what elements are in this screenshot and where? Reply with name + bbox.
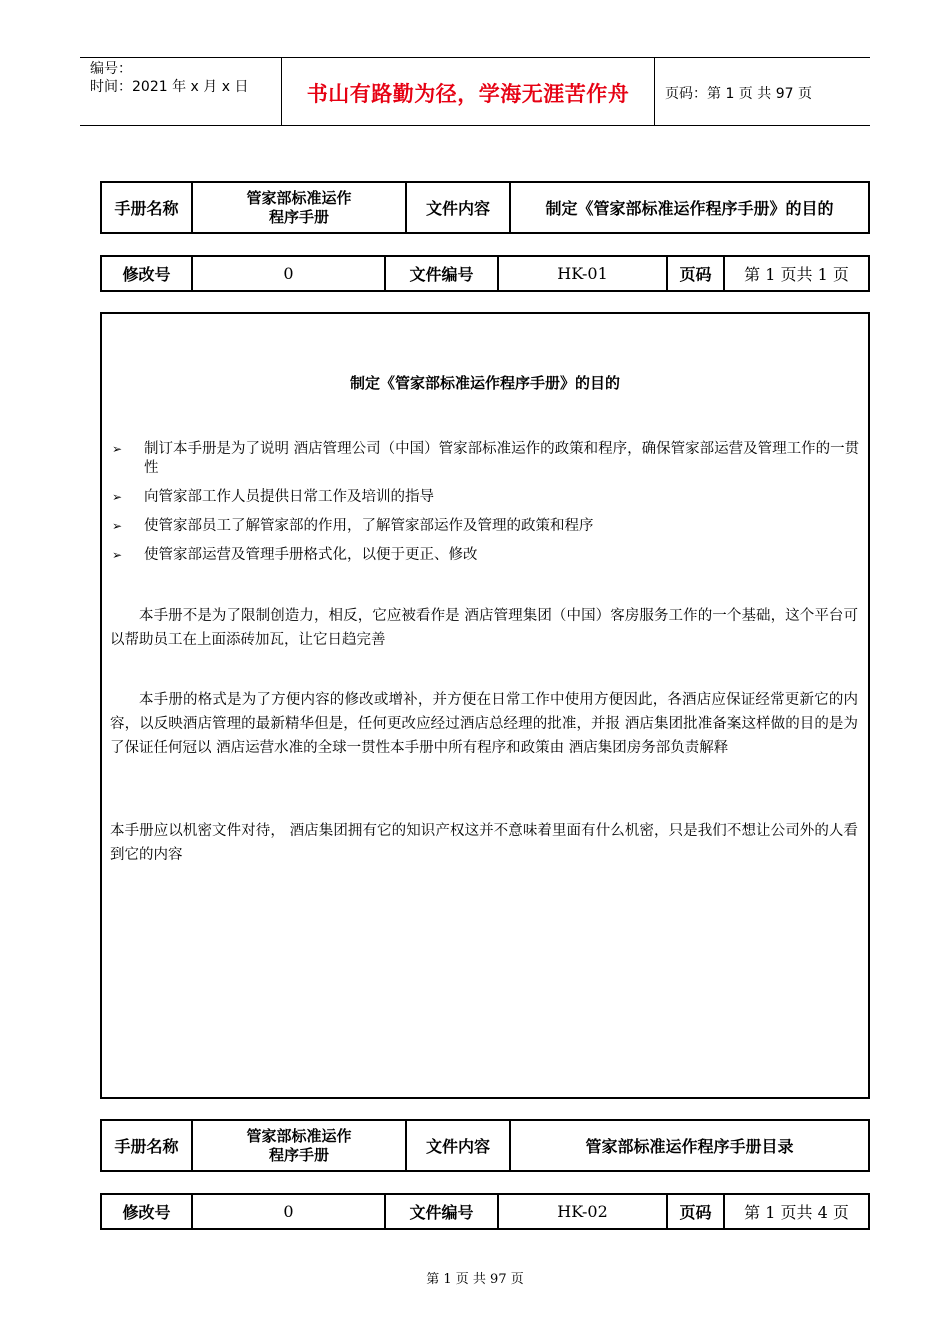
arrow-bullet-icon: ➢ — [112, 490, 123, 504]
manual-info-table — [100, 181, 870, 234]
revision-label: 修改号 — [101, 256, 192, 291]
content-label: 文件内容 — [406, 1120, 510, 1171]
page-footer: 第 1 页 共 97 页 — [426, 1272, 524, 1287]
page-label: 页码 — [667, 1194, 724, 1229]
content-label: 文件内容 — [406, 182, 510, 233]
manual-info-table — [100, 1119, 870, 1172]
revision-label: 修改号 — [101, 1194, 192, 1229]
page-value: 第 1 页共 4 页 — [724, 1194, 869, 1229]
file-no-value: HK-02 — [498, 1194, 667, 1229]
manual-name-value: 管家部标准运作 程序手册 — [192, 1120, 406, 1171]
paragraph: 本手册应以机密文件对待， 酒店集团拥有它的知识产权这并不意味着里面有什么机密，只是我们不想让公司外的人看到它的内容 — [110, 823, 858, 863]
header-page-info: 页码：第 1 页 共 97 页 — [665, 85, 812, 102]
manual-name-value: 管家部标准运作 程序手册 — [192, 182, 406, 233]
revision-table — [100, 1193, 870, 1230]
section-title: 制定《管家部标准运作程序手册》的目的 — [349, 374, 620, 392]
arrow-bullet-icon: ➢ — [112, 548, 123, 562]
paragraph: 本手册的格式是为了方便内容的修改或增补，并方便在日常工作中使用方便因此，各酒店应保证经常更新它的内容，以反映酒店管理的最新精华但是，任何更改应经过酒店总经理的批准，并报 酒店集团批准备案这样做的目的是为了保证任何冠以 酒店运营水准的全球一贯性本手册中所有程序和政策由 酒店集团房务部负责解释 — [110, 692, 858, 756]
page-label: 页码 — [667, 256, 724, 291]
list-item: ➢ 向管家部工作人员提供日常工作及培训的指导 — [112, 489, 434, 505]
manual-name-label: 手册名称 — [101, 1120, 192, 1171]
list-item: ➢ 制订本手册是为了说明 酒店管理公司（中国）管家部标准运作的政策和程序，确保管家部运营及管理工作的一贯性 — [112, 441, 860, 476]
arrow-bullet-icon: ➢ — [112, 442, 123, 456]
content-value: 制定《管家部标准运作程序手册》的目的 — [510, 182, 869, 233]
content-value: 管家部标准运作程序手册目录 — [510, 1120, 869, 1171]
time-label: 时间：2021 年 x 月 x 日 — [90, 79, 249, 95]
file-no-label: 文件编号 — [385, 256, 498, 291]
arrow-bullet-icon: ➢ — [112, 519, 123, 533]
revision-table — [100, 255, 870, 292]
file-no-label: 文件编号 — [385, 1194, 498, 1229]
number-label: 编号： — [90, 61, 132, 77]
header-meta — [90, 60, 248, 96]
paragraph: 本手册不是为了限制创造力，相反，它应被看作是 酒店管理集团（中国）客房服务工作的一个基础，这个平台可以帮助员工在上面添砖加瓦，让它日趋完善 — [110, 608, 858, 648]
file-no-value: HK-01 — [498, 256, 667, 291]
content-box — [100, 312, 870, 1099]
purpose-list — [110, 440, 860, 575]
document-header — [80, 57, 870, 126]
list-item: ➢ 使管家部运营及管理手册格式化，以便于更正、修改 — [112, 547, 478, 563]
revision-value: 0 — [192, 256, 385, 291]
header-motto: 书山有路勤为径，学海无涯苦作舟 — [306, 80, 630, 106]
header-divider — [654, 58, 655, 125]
manual-name-label: 手册名称 — [101, 182, 192, 233]
list-item: ➢ 使管家部员工了解管家部的作用，了解管家部运作及管理的政策和程序 — [112, 518, 594, 534]
revision-value: 0 — [192, 1194, 385, 1229]
page-value: 第 1 页共 1 页 — [724, 256, 869, 291]
